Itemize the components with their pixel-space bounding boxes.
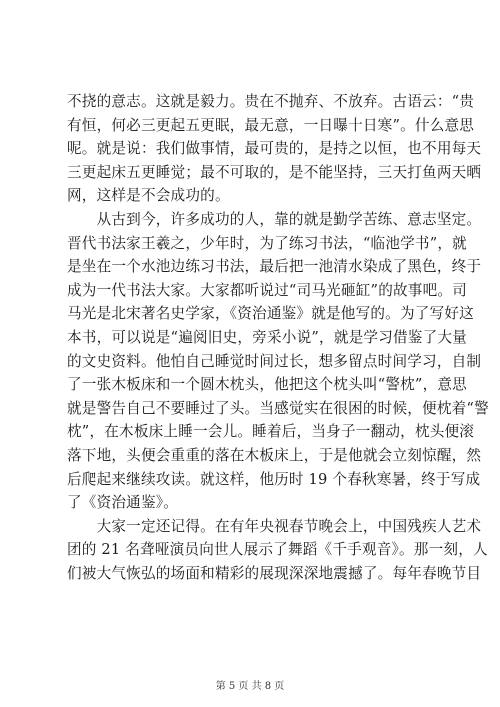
text-line: 了一张木板床和一个圆木枕头，他把这个枕头叫“警枕”，意思: [67, 376, 467, 394]
text-line: 们被大气恢弘的场面和精彩的展现深深地震撼了。每年春晚节目: [67, 564, 482, 582]
text-line: 大家一定还记得。在有年央视春节晚会上，中国残疾人艺术: [67, 517, 482, 535]
text-line: 成为一代书法大家。大家都听说过“司马光砸缸”的故事吧。司: [67, 281, 467, 299]
text-line: 有恒，何必三更起五更眠，最无意，一日曝十日寒”。什么意思: [67, 116, 475, 134]
text-line: 不挠的意志。这就是毅力。贵在不抛弃、不放弃。古语云：“贵: [67, 93, 475, 110]
text-line: 从古到今，许多成功的人，靠的就是勤学苦练、意志坚定。: [67, 210, 482, 228]
paragraph-1: [67, 90, 482, 208]
paragraph-2: [67, 208, 489, 515]
text-line: 团的 21 名聋哑演员向世人展示了舞蹈《千手观音》。那一刻，人: [67, 541, 488, 559]
text-line: 后爬起来继续攻读。就这样，他历时 19 个春秋寒暑，终于写成: [67, 470, 481, 488]
text-line: 马光是北宋著名史学家，《资治通鉴》就是他写的。为了写好这: [67, 305, 474, 323]
text-line: 是坐在一个水池边练习书法，最后把一池清水染成了黑色，终于: [67, 258, 482, 276]
text-line: 晋代书法家王羲之，少年时，为了练习书法，“临池学书”，就: [67, 234, 467, 252]
text-line: 了《资治通鉴》。: [67, 494, 179, 512]
text-line: 的文史资料。他怕自己睡觉时间过长，想多留点时间学习，自制: [67, 352, 482, 370]
text-line: 网，这样是不会成功的。: [67, 187, 230, 205]
page-number-footer: 第 5 页 共 8 页: [215, 681, 285, 692]
text-line: 呢。就是说：我们做事情，最可贵的，是持之以恒，也不用每天: [67, 140, 482, 158]
text-line: 三更起床五更睡觉；最不可取的，是不能坚持，三天打鱼两天晒: [67, 163, 482, 181]
text-line: 就是警告自己不要睡过了头。当感觉实在很困的时候，便枕着“警: [67, 399, 489, 417]
text-line: 落下地，头便会重重的落在木板床上，于是他就会立刻惊醒，然: [67, 446, 482, 464]
paragraph-3: [67, 515, 488, 586]
text-line: 本书，可以说是“遍阅旧史，旁采小说”，就是学习借鉴了大量: [67, 328, 467, 346]
text-line: 枕”，在木板床上睡一会儿。睡着后，当身子一翻动，枕头便滚: [67, 423, 475, 441]
document-body: [67, 90, 489, 585]
